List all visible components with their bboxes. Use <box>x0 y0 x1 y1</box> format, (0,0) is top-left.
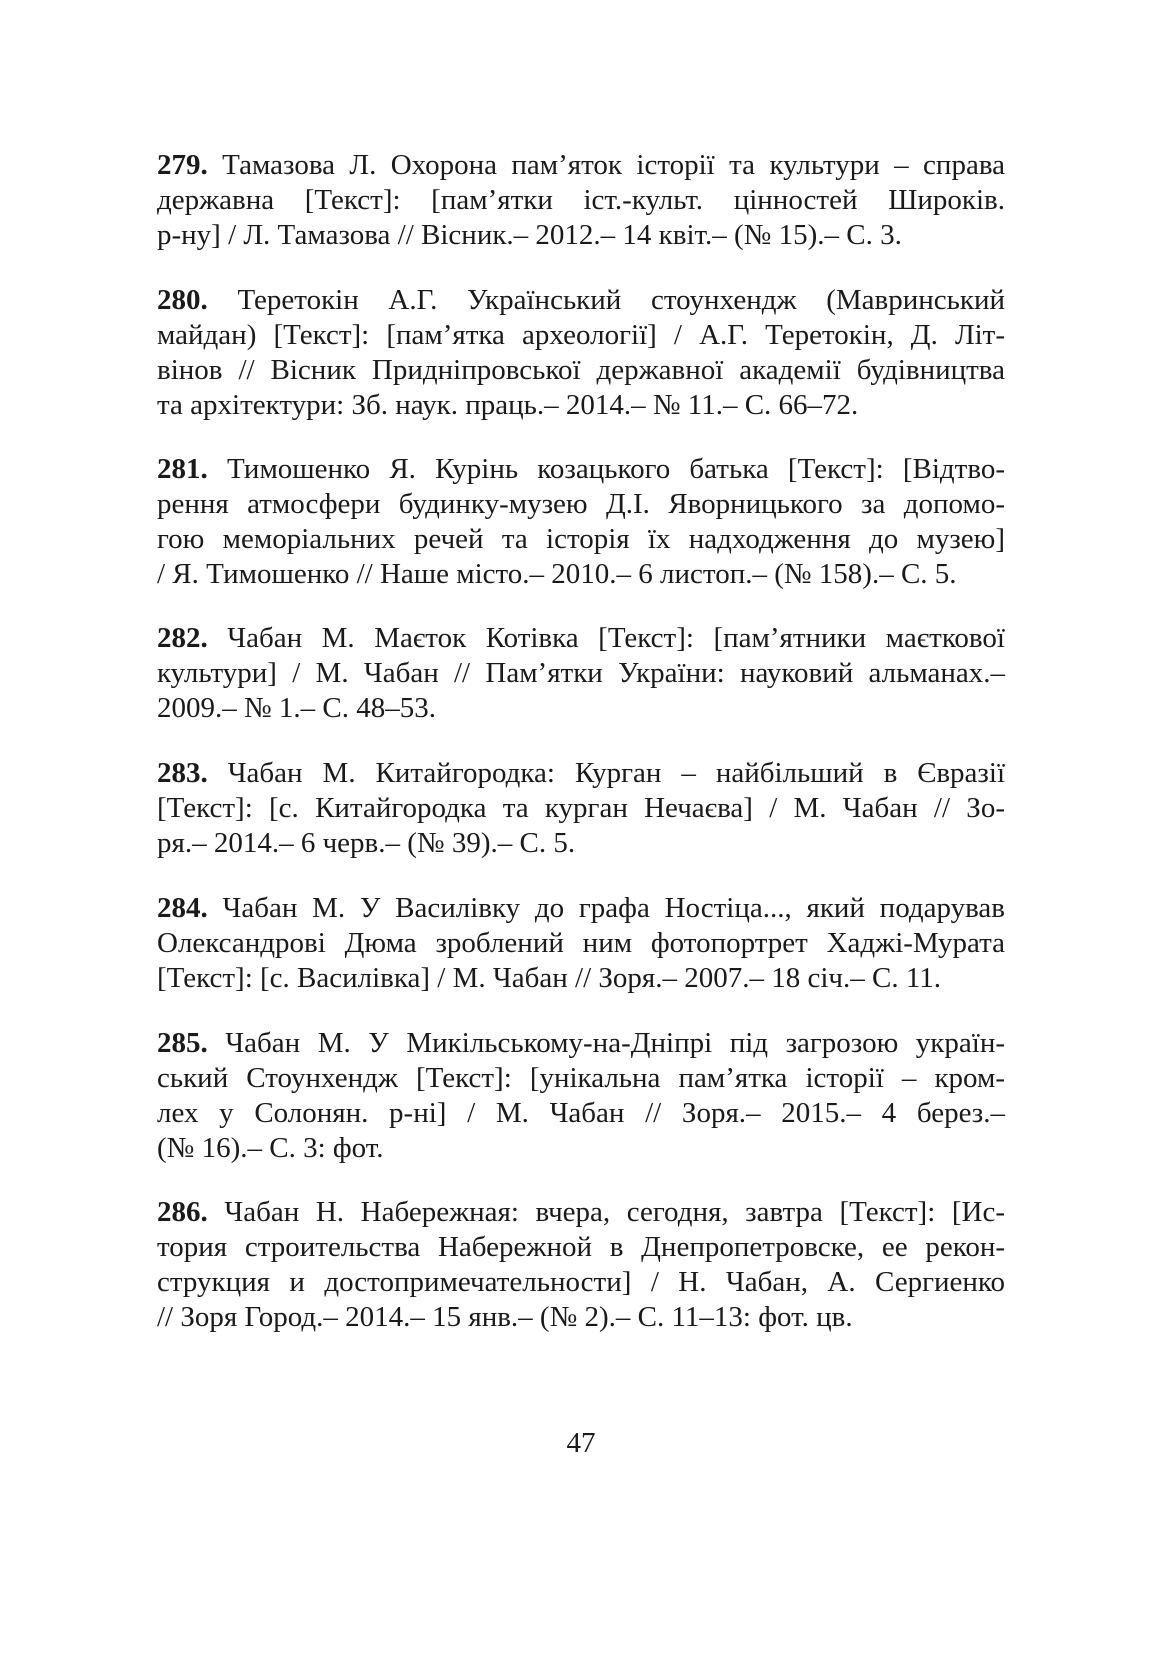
entry-line <box>157 891 1005 926</box>
entry-line <box>157 452 1005 487</box>
entry-line: вінов // Вісник Придніпровської державної академії будівництва <box>157 354 1005 386</box>
entry-line <box>157 1026 1005 1061</box>
entry-number: 282. <box>157 622 208 654</box>
entry-text: Чабан М. У Василівку до графа Ностіца..., який подарував <box>207 892 1005 924</box>
bibliography-entry-286 <box>157 1195 1005 1335</box>
entry-line <box>157 621 1005 656</box>
bibliography-entry-285 <box>157 1026 1005 1166</box>
bibliography-entry-282 <box>157 621 1005 726</box>
bibliography-entry-279 <box>157 148 1005 253</box>
entry-line: тория строительства Набережной в Днепропетровске, ее рекон- <box>157 1231 1005 1263</box>
bibliography-entry-280 <box>157 283 1005 423</box>
entry-line: / Я. Тимошенко // Наше місто.– 2010.– 6 листоп.– (№ 158).– С. 5. <box>157 558 957 590</box>
entry-number: 286. <box>157 1196 208 1228</box>
entry-number: 284. <box>157 892 208 924</box>
entry-line: [Текст]: [с. Василівка] / М. Чабан // Зоря.– 2007.– 18 січ.– С. 11. <box>157 962 942 994</box>
entry-line <box>157 283 1005 318</box>
entry-line <box>157 1195 1005 1230</box>
entry-line: струкция и достопримечательности] / Н. Чабан, А. Сергиенко <box>157 1266 1005 1298</box>
entry-line: державна [Текст]: [пам’ятки іст.-культ. цінностей Широків. <box>157 184 1005 216</box>
bibliography-entry-284 <box>157 891 1005 996</box>
entry-text: Тимошенко Я. Курінь козацького батька [Текст]: [Відтво- <box>207 453 1005 485</box>
entry-line: 2009.– № 1.– С. 48–53. <box>157 692 437 724</box>
entry-line: лех у Солонян. р-ні] / М. Чабан // Зоря.– 2015.– 4 берез.– <box>157 1097 1005 1129</box>
entry-line: майдан) [Текст]: [пам’ятка археології] / А.Г. Теретокін, Д. Літ- <box>157 319 1005 351</box>
entry-text: Чабан М. Китайгородка: Курган – найбільший в Євразії <box>207 757 1005 789</box>
entry-line: // Зоря Город.– 2014.– 15 янв.– (№ 2).– С. 11–13: фот. цв. <box>157 1301 853 1333</box>
entry-line: [Текст]: [с. Китайгородка та курган Нечаєва] / М. Чабан // Зо- <box>157 792 1005 824</box>
entry-line: гою меморіальних речей та історія їх надходження до музею] <box>157 523 1005 555</box>
entry-line: ря.– 2014.– 6 черв.– (№ 39).– С. 5. <box>157 827 576 859</box>
entry-text: Чабан М. Маєток Котівка [Текст]: [пам’ятники маєткової <box>207 622 1005 654</box>
entry-text: Чабан М. У Микільському-на-Дніпрі під загрозою україн- <box>207 1027 1005 1059</box>
entry-line: та архітектури: Зб. наук. праць.– 2014.– № 11.– С. 66–72. <box>157 389 859 421</box>
entry-line: р-ну] / Л. Тамазова // Вісник.– 2012.– 14 квіт.– (№ 15).– С. 3. <box>157 219 902 251</box>
entry-number: 281. <box>157 453 208 485</box>
entry-number: 283. <box>157 757 208 789</box>
bibliography-entry-283 <box>157 756 1005 861</box>
entry-line <box>157 148 1005 183</box>
entry-line: Олександрові Дюма зроблений ним фотопортрет Хаджі-Мурата <box>157 927 1005 959</box>
entry-line: ський Стоунхендж [Текст]: [унікальна пам’ятка історії – кром- <box>157 1062 1005 1094</box>
bibliography-entry-281 <box>157 452 1005 592</box>
entry-text: Тамазова Л. Охорона пам’яток історії та культури – справа <box>207 149 1005 181</box>
entry-number: 280. <box>157 284 208 316</box>
entry-number: 285. <box>157 1027 208 1059</box>
page-number: 47 <box>566 1427 596 1459</box>
entry-line <box>157 756 1005 791</box>
entry-text: Чабан Н. Набережная: вчера, сегодня, завтра [Текст]: [Ис- <box>207 1196 1005 1228</box>
entry-number: 279. <box>157 149 208 181</box>
entry-line: культури] / М. Чабан // Пам’ятки України: науковий альманах.– <box>157 657 1005 689</box>
entry-line: рення атмосфери будинку-музею Д.І. Яворницького за допомо- <box>157 488 1005 520</box>
entry-text: Теретокін А.Г. Український стоунхендж (Мавринський <box>207 284 1005 316</box>
entry-line: (№ 16).– С. 3: фот. <box>157 1132 384 1164</box>
